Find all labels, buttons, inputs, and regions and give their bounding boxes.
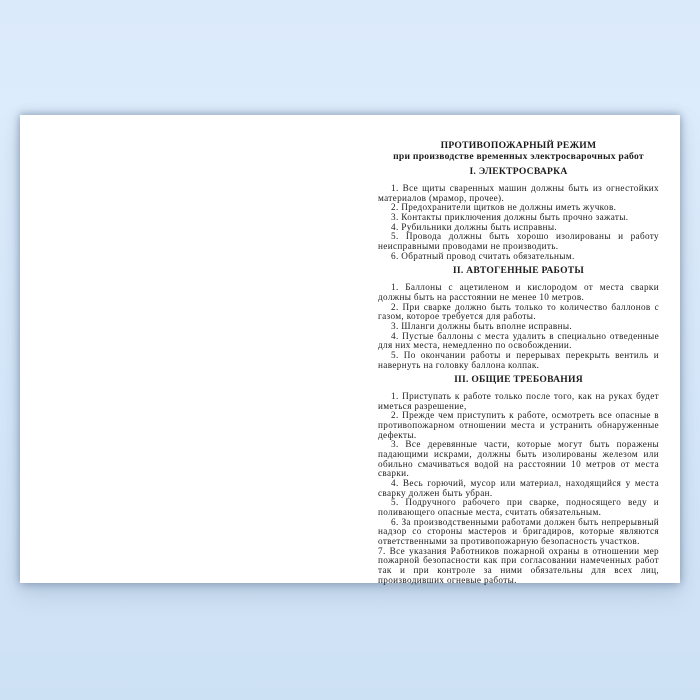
list-item: 3. Шланги должны быть вполне исправны. bbox=[391, 320, 573, 331]
document-title-line1: ПРОТИВОПОЖАРНЫЙ РЕЖИМ bbox=[440, 140, 597, 151]
document-page bbox=[20, 115, 680, 583]
text-column bbox=[378, 141, 659, 585]
list-item: 4. Пустые баллоны с места удалить в специально отведенные для них места, немедленно по освобождении. bbox=[378, 330, 659, 351]
document-title bbox=[378, 141, 659, 162]
section-heading-general-requirements: III. ОБЩИЕ ТРЕБОВАНИЯ bbox=[454, 374, 583, 386]
list-item: 1. Все щиты сваренных машин должны быть из огнестойких материалов (мрамор, прочее). bbox=[378, 183, 659, 203]
list-item: 5. Подручного рабочего при сварке, подносящего веду и поливающего опасные места, считать обязательным. bbox=[378, 497, 659, 518]
list-item: 2. При сварке должно быть только то количество баллонов с газом, которое требуется для работы. bbox=[378, 301, 659, 322]
document-title-line2: при производстве временных электросварочных работ bbox=[393, 150, 644, 162]
list-item: 3. Все деревянные части, которые могут быть поражены падающими искрами, должны быть изолированы железом или обильно смачиваться водой на расстоянии 10 метров от места сварки. bbox=[378, 439, 659, 479]
section-heading-electrowelding: I. ЭЛЕКТРОСВАРКА bbox=[469, 166, 568, 177]
list-item: 5. По окончании работы и перерывах перекрыть вентиль и навернуть на головку баллона колпак. bbox=[378, 349, 659, 370]
list-item: 1. Приступать к работе только после того, как на руках будет иметься разрешение, bbox=[378, 391, 659, 411]
list-item: 1. Баллоны с ацетиленом и кислородом от места сварки должны быть на расстоянии не менее 10 метров. bbox=[378, 282, 659, 302]
list-item: 6. За производственными работами должен быть непрерывный надзор со стороны мастеров и бригадиров, которые являются ответственными за противопожарную безопасность участков. bbox=[378, 516, 659, 546]
list-item: 6. Обратный провод считать обязательным. bbox=[391, 250, 575, 261]
list-item: 7. Все указания Работников пожарной охраны в отношении мер пожарной безопасности как при согласовании намеченных работ так и при контроле за ними обязательны для всех лиц, производивших огневые работы. bbox=[378, 545, 659, 585]
list-item: 5. Провода должны быть хорошо изолированы и работу неисправными проводами не производить. bbox=[378, 231, 659, 251]
list-item: 3. Контакты приключения должны быть прочно зажаты. bbox=[391, 211, 629, 222]
list-item: 4. Весь горючий, мусор или материал, находящийся у места сварку должен быть убран. bbox=[378, 478, 659, 498]
section-heading-autogenous-works: II. АВТОГЕННЫЕ РАБОТЫ bbox=[452, 265, 585, 277]
list-item: 2. Предохранители щитков не должны иметь жучков. bbox=[391, 202, 617, 213]
list-item: 4. Рубильники должны быть исправны. bbox=[391, 221, 558, 232]
list-item: 2. Прежде чем приступить к работе, осмотреть все опасные в противопожарном отношении места и устранить обнаруженные дефекты. bbox=[378, 410, 659, 440]
